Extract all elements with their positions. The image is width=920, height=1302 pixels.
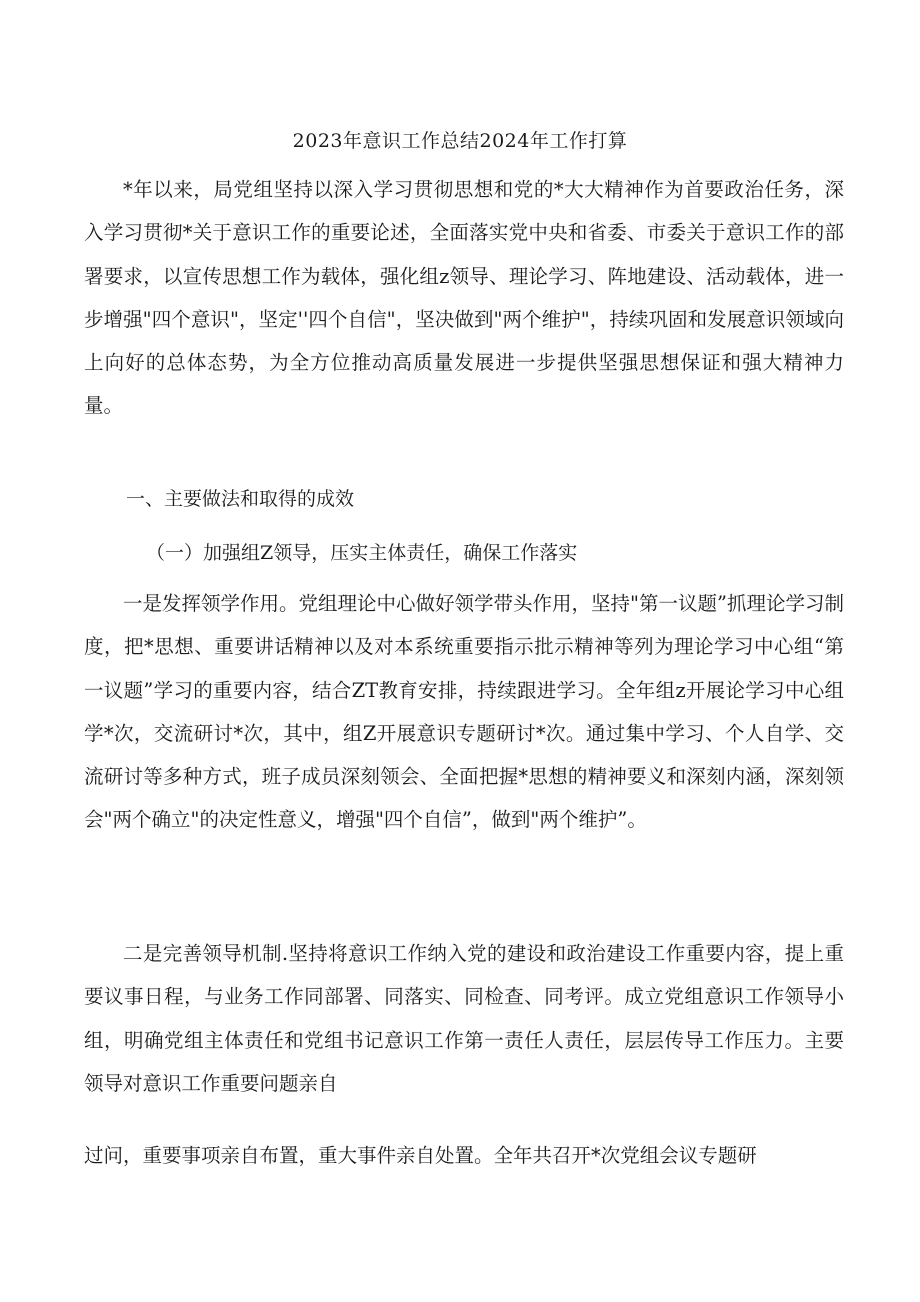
body-paragraph-3: 过问，重要事项亲自布置，重大事件亲自处置。全年共召开*次党组会议专题研: [84, 1144, 757, 1167]
body-paragraph-2: 二是完善领导机制.坚持将意识工作纳入党的建设和政治建设工作重要内容，提上重要议事日程，与业务工作同部署、同落实、同检查、同考评。成立党组意识工作领导小组，明确党组主体责任和党组书记意识工作第一责任人责任，层层传导工作压力。主要领导对意识工作重要问题亲自: [84, 942, 844, 1095]
intro-paragraph: *年以来，局党组坚持以深入学习贯彻思想和党的*大大精神作为首要政治任务，深入学习贯彻*关于意识工作的重要论述，全面落实党中央和省委、市委关于意识工作的部署要求，以宣传思想工作为载体，强化组z领导、理论学习、阵地建设、活动载体，进一步增强"四个意识"，坚定''四个自信"，坚决做到"两个维护"，持续巩固和发展意识领域向上向好的总体态势，为全方位推动高质量发展进一步提供坚强思想保证和强大精神力量。: [84, 178, 844, 418]
subsection-heading: （一）加强组Z领导，压实主体责任，确保工作落实: [146, 542, 578, 564]
section-heading: 一、主要做法和取得的成效: [126, 488, 355, 510]
body-paragraph-1: 一是发挥领学作用。党组理论中心做好领学带头作用，坚持"第一议题”抓理论学习制度，把*思想、重要讲话精神以及对本系统重要指示批示精神等列为理论学习中心组“第一议题”学习的重要内容，结合ZT教育安排，持续跟进学习。全年组z开展论学习中心组学*次，交流研讨*次，其中，组Z开展意识专题研讨*次。通过集中学习、个人自学、交流研讨等多种方式，班子成员深刻领会、全面把握*思想的精神要义和深刻内涵，深刻领会"两个确立"的决定性意义，增强"四个自信”，做到"两个维护”。: [84, 592, 844, 832]
document-title: 2023年意识工作总结2024年工作打算: [292, 130, 628, 152]
